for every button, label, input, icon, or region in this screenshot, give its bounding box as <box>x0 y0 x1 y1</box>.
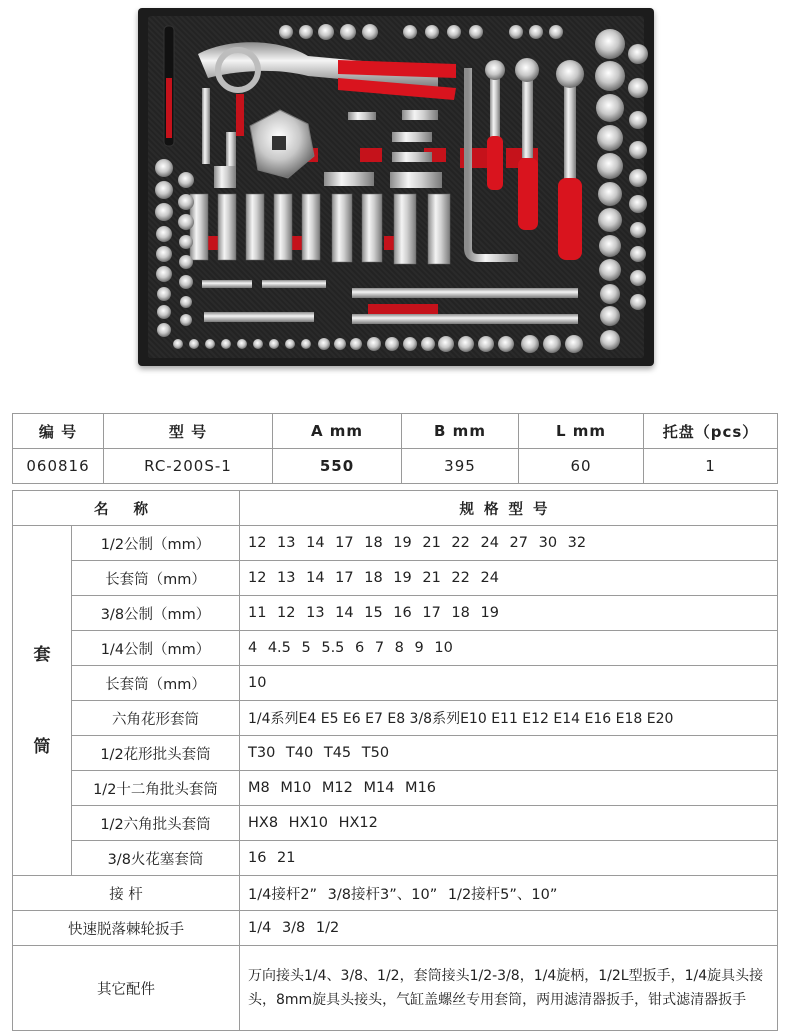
row-spec: T30 T40 T45 T50 <box>240 736 778 771</box>
row-name: 长套筒（mm） <box>72 666 240 701</box>
row-spec: 1/4 3/8 1/2 <box>240 911 778 946</box>
socket-group-label <box>13 526 72 876</box>
table-row <box>13 736 778 771</box>
row-name: 1/2公制（mm） <box>72 526 240 561</box>
value-tray-pcs: 1 <box>644 449 778 484</box>
table-row <box>13 911 778 946</box>
value-b-mm: 395 <box>402 449 519 484</box>
header-l-mm: L mm <box>519 414 644 449</box>
table-row <box>13 771 778 806</box>
table-row <box>13 701 778 736</box>
value-code: 060816 <box>13 449 104 484</box>
row-spec: 10 <box>240 666 778 701</box>
header-tray-pcs: 托盘（pcs） <box>644 414 778 449</box>
row-name: 长套筒（mm） <box>72 561 240 596</box>
header-name: 名 称 <box>13 491 240 526</box>
table-row <box>13 631 778 666</box>
row-spec: 4 4.5 5 5.5 6 7 8 9 10 <box>240 631 778 666</box>
row-name: 1/2六角批头套筒 <box>72 806 240 841</box>
row-name: 1/2十二角批头套筒 <box>72 771 240 806</box>
row-name: 接 杆 <box>13 876 240 911</box>
table-row <box>13 806 778 841</box>
row-spec: 16 21 <box>240 841 778 876</box>
spec-header-row <box>13 491 778 526</box>
socket-group-char-1: 套 <box>33 644 51 665</box>
table-row <box>13 596 778 631</box>
product-info-value-row <box>13 449 778 484</box>
row-name: 3/8火花塞套筒 <box>72 841 240 876</box>
header-model: 型 号 <box>104 414 273 449</box>
header-code: 编 号 <box>13 414 104 449</box>
row-spec: HX8 HX10 HX12 <box>240 806 778 841</box>
table-row <box>13 666 778 701</box>
header-spec: 规格型号 <box>240 491 778 526</box>
row-name: 3/8公制（mm） <box>72 596 240 631</box>
row-name: 六角花形套筒 <box>72 701 240 736</box>
value-a-mm: 550 <box>273 449 402 484</box>
spec-table <box>12 490 778 1031</box>
table-row <box>13 946 778 1031</box>
value-l-mm: 60 <box>519 449 644 484</box>
row-spec: 11 12 13 14 15 16 17 18 19 <box>240 596 778 631</box>
header-a-mm: A mm <box>273 414 402 449</box>
product-info-table <box>12 413 778 484</box>
row-name: 1/4公制（mm） <box>72 631 240 666</box>
row-spec: 1/4系列E4 E5 E6 E7 E8 3/8系列E10 E11 E12 E14 E16 E18 E20 <box>240 701 778 736</box>
row-name: 快速脱落棘轮扳手 <box>13 911 240 946</box>
table-row <box>13 561 778 596</box>
value-model: RC-200S-1 <box>104 449 273 484</box>
header-b-mm: B mm <box>402 414 519 449</box>
row-name: 1/2花形批头套筒 <box>72 736 240 771</box>
row-spec: 12 13 14 17 18 19 21 22 24 27 30 32 <box>240 526 778 561</box>
tool-set-illustration <box>138 8 654 366</box>
row-name: 其它配件 <box>13 946 240 1031</box>
table-row <box>13 841 778 876</box>
table-row <box>13 876 778 911</box>
product-photo <box>138 8 654 366</box>
row-spec: 12 13 14 17 18 19 21 22 24 <box>240 561 778 596</box>
socket-group-char-2: 筒 <box>33 736 51 757</box>
product-info-header-row <box>13 414 778 449</box>
table-row <box>13 526 778 561</box>
row-spec: 1/4接杆2” 3/8接杆3”、10” 1/2接杆5”、10” <box>240 876 778 911</box>
row-spec: M8 M10 M12 M14 M16 <box>240 771 778 806</box>
row-spec: 万向接头1/4、3/8、1/2，套筒接头1/2-3/8，1/4旋柄，1/2L型扳手，1/4旋具头接头，8mm旋具头接头，气缸盖螺丝专用套筒，两用滤清器扳手，钳式滤清器扳手 <box>240 946 778 1031</box>
